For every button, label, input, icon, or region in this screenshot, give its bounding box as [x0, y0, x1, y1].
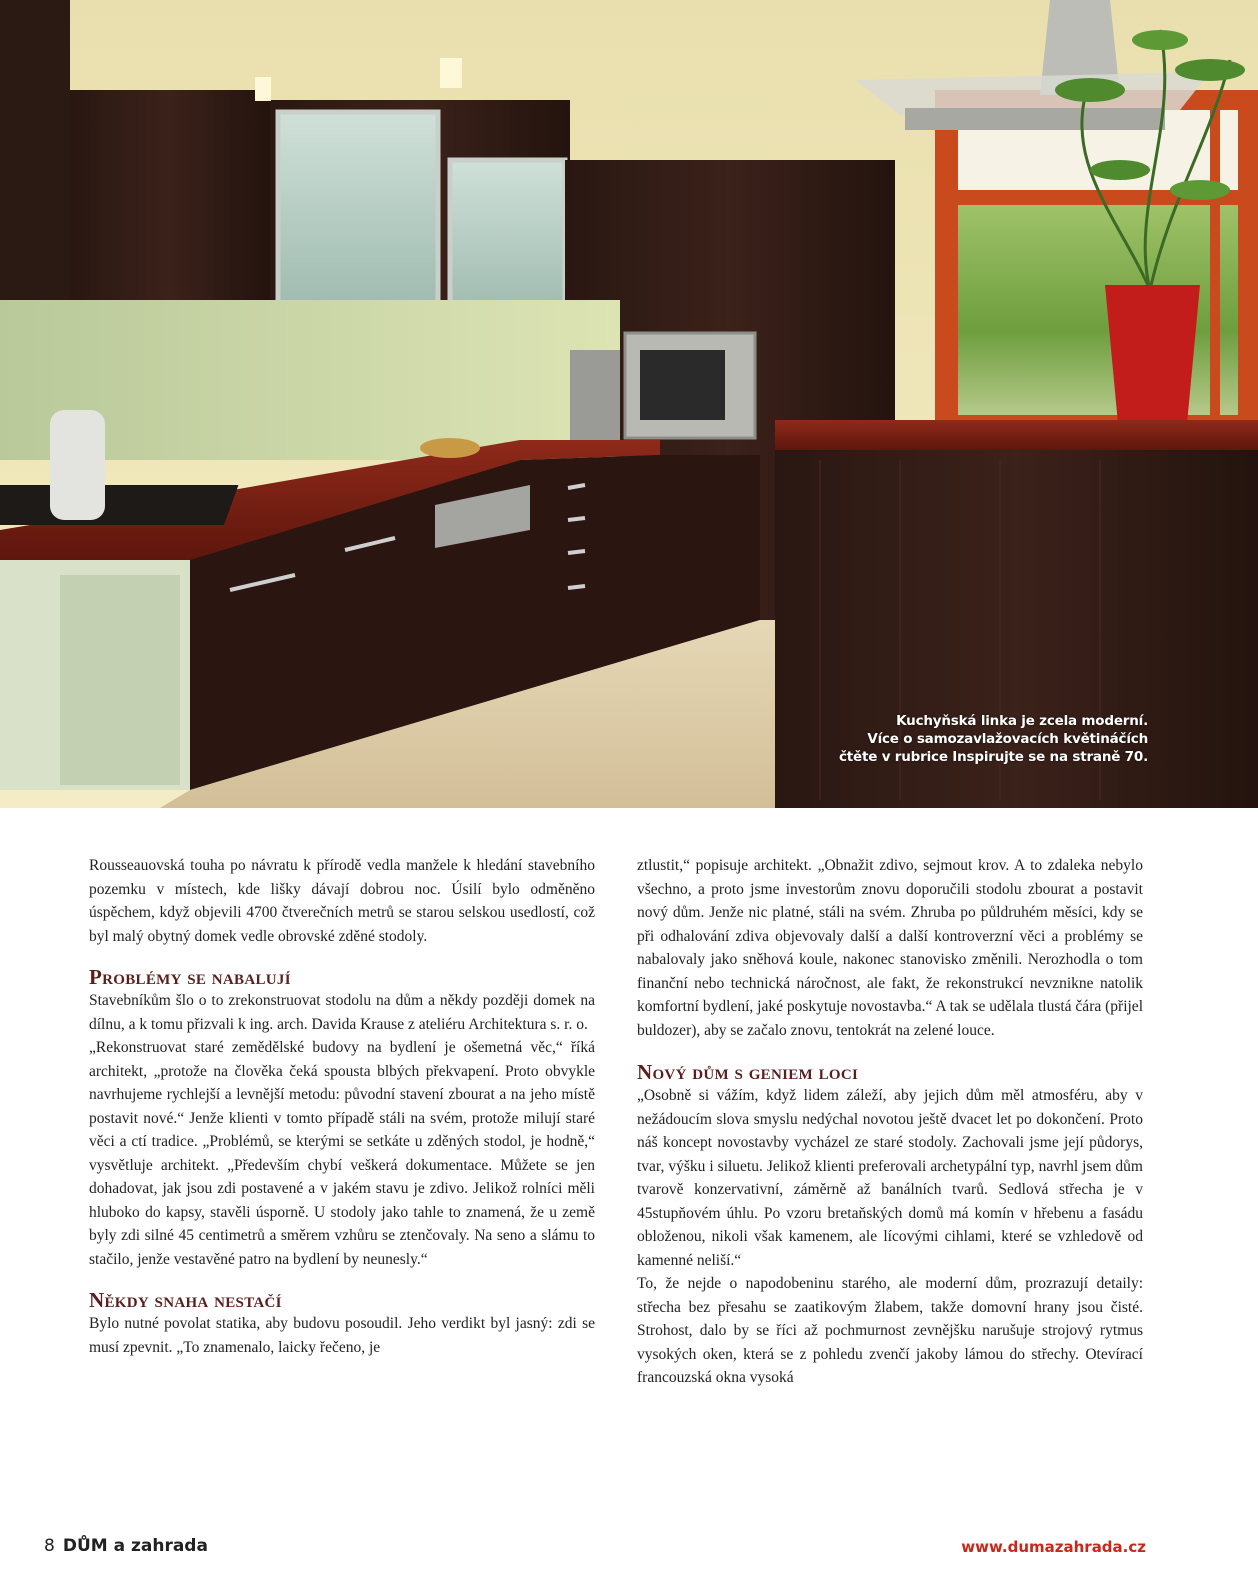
- heading-effort: Někdy snaha nestačí: [89, 1288, 282, 1312]
- magazine-name: DŮM a zahrada: [62, 1536, 208, 1556]
- article-column-right: [637, 854, 1143, 1390]
- paragraph-1: Stavebníkům šlo o to zrekonstruovat stodolu na dům a někdy později domek na dílnu, a k tomu přizvali k ing. arch. Davida Krause z ateliéru Architektura s. r. o.: [89, 992, 595, 1033]
- page-footer-left: [44, 1536, 208, 1556]
- intro-paragraph: Rousseauovská touha po návratu k přírodě vedla manžele k hledání stavebního pozemku v místech, kde lišky dávají dobrou noc. Úsilí bylo odměněno úspěchem, když objevili 4700 čtverečních metrů se starou selskou usedlostí, což byl malý obytný domek vedle obrovské zděné stodoly.: [89, 857, 595, 945]
- paragraph-2: „Rekonstruovat staré zemědělské budovy na bydlení je ošemetná věc,“ říká architekt, „protože na člověka čeká spousta blbých překvapení. Proto obvykle navrhujeme rychlejší a levnější metodu: původní stavení zbourat a na jeho místě postavit nové.“ Jenže klienti v tomto případě stáli na svém, protože milují staré věci a ctí tradice. „Problémů, se kterými se setkáte u zděných stodol, je hodně,“ vysvětluje architekt. „Především chybí veškerá dokumentace. Můžete se jen dohadovat, jak jsou zdi postavené a v jakém stavu je zdivo. Jelikož rolníci měli hluboko do kapsy, stavěli úsporně. U stodoly jako tahle to znamená, že u země byly zdi silné 45 centimetrů a směrem vzhůru se ztenčovaly. Na seno a slámu to stačilo, jenže vestavěné patro na bydlení by neunesly.“: [89, 1039, 595, 1268]
- heading-new-house: Nový dům s geniem loci: [637, 1060, 859, 1084]
- paragraph-3: Bylo nutné povolat statika, aby budovu posoudil. Jeho verdikt byl jasný: zdi se musí zpevnit. „To znamenalo, laicky řečeno, je: [89, 1315, 595, 1356]
- page-number: 8: [44, 1536, 55, 1556]
- caption-line-2: Více o samozavlažovacích květináčích: [867, 731, 1148, 747]
- paragraph-5: „Osobně si vážím, když lidem záleží, aby jejich dům měl atmosféru, aby v nežádoucím slova smyslu nedýchal novotou ještě dvacet let po dokončení. Proto náš koncept novostavby vycházel ze staré stodoly. Zachovali jsme její půdorys, tvar, výšku i siluetu. Jelikož klienti preferovali archetypální typ, navrhl jsem dům tvarově konzervativní, záměrně až banálních tvarů. Sedlová střecha je v 45stupňovém úhlu. Po vzoru bretaňských domů má komín v hřebenu a fasádu obloženou, nikoli však kamenem, ale lícovými cihlami, které se vzhledově od kamenné neliší.“: [637, 1087, 1143, 1269]
- caption-line-3: čtěte v rubrice Inspirujte se na straně 70.: [838, 749, 1148, 765]
- website-url[interactable]: www.dumazahrada.cz: [961, 1538, 1146, 1556]
- article-column-left: [89, 854, 595, 1359]
- heading-problems: Problémy se nabalují: [89, 965, 291, 989]
- photo-caption: [839, 712, 1148, 766]
- caption-line-1: Kuchyňská linka je zcela moderní.: [896, 713, 1148, 729]
- paragraph-6: To, že nejde o napodobeninu starého, ale moderní dům, prozrazují detaily: střecha bez přesahu se zaatikovým žlabem, takže domovní hrany jsou čisté. Strohost, dalo by se říci až pochmurnost zevnějšku narušuje strojový rytmus vysokých oken, která se z pohledu zvenčí jakoby lámou do střechy. Otevírací francouzská okna vysoká: [637, 1275, 1143, 1386]
- paragraph-4: ztlustit,“ popisuje architekt. „Obnažit zdivo, sejmout krov. A to zdaleka nebylo všechno, a proto jsme investorům znovu doporučili stodolu zbourat a postavit nový dům. Jenže nic platné, stáli na svém. Zhruba po půldruhém měsíci, kdy se při odhalování zdiva objevovaly další a další kontroverzní věci a problémy se nabalovaly jako sněhová koule, nakonec stanovisko změnili. Nerozhodla o tom finanční nebo technická náročnost, ale fakt, že rekonstrukcí nevznikne natolik komfortní bydlení, jaké poskytuje novostavba.“ A tak se udělala tlustá čára (přijel buldozer), aby se začalo znovu, tentokrát na zelené louce.: [637, 857, 1143, 1039]
